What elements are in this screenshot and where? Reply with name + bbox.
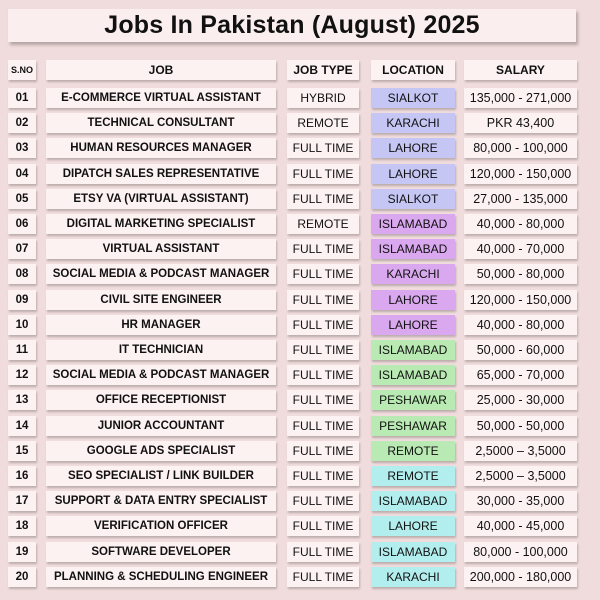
row-job-title: JUNIOR ACCOUNTANT [46,416,276,436]
row-job-type: FULL TIME [287,264,359,284]
row-location: KARACHI [371,264,455,284]
row-sno: 13 [8,390,36,410]
row-sno: 20 [8,567,36,587]
row-sno: 19 [8,542,36,562]
header-sno: S.NO [8,60,36,80]
row-location: ISLAMABAD [371,214,455,234]
row-salary: 135,000 - 271,000 [464,88,577,108]
row-job-title: DIGITAL MARKETING SPECIALIST [46,214,276,234]
row-location: PESHAWAR [371,416,455,436]
title-banner [8,9,576,42]
row-location: LAHORE [371,138,455,158]
row-job-type: REMOTE [287,113,359,133]
row-sno: 10 [8,315,36,335]
row-sno: 01 [8,88,36,108]
row-sno: 04 [8,164,36,184]
row-salary: 40,000 - 70,000 [464,239,577,259]
row-job-type: HYBRID [287,88,359,108]
header-job-type: JOB TYPE [287,60,359,80]
row-location: SIALKOT [371,88,455,108]
row-salary: 40,000 - 80,000 [464,315,577,335]
row-salary: 25,000 - 30,000 [464,390,577,410]
row-job-type: FULL TIME [287,390,359,410]
row-location: KARACHI [371,567,455,587]
row-salary: 40,000 - 80,000 [464,214,577,234]
row-salary: 65,000 - 70,000 [464,365,577,385]
row-job-type: FULL TIME [287,365,359,385]
row-job-type: FULL TIME [287,138,359,158]
row-job-type: FULL TIME [287,466,359,486]
row-location: LAHORE [371,290,455,310]
header-location: LOCATION [371,60,455,80]
row-location: ISLAMABAD [371,542,455,562]
row-job-title: OFFICE RECEPTIONIST [46,390,276,410]
row-salary: 120,000 - 150,000 [464,164,577,184]
row-job-title: VIRTUAL ASSISTANT [46,239,276,259]
row-job-title: IT TECHNICIAN [46,340,276,360]
row-location: LAHORE [371,164,455,184]
row-salary: 50,000 - 60,000 [464,340,577,360]
row-job-title: TECHNICAL CONSULTANT [46,113,276,133]
row-job-title: GOOGLE ADS SPECIALIST [46,441,276,461]
row-salary: 27,000 - 135,000 [464,189,577,209]
row-salary: 200,000 - 180,000 [464,567,577,587]
row-location: REMOTE [371,441,455,461]
header-salary: SALARY [464,60,577,80]
row-sno: 11 [8,340,36,360]
row-salary: 2,5000 – 3,5000 [464,441,577,461]
row-sno: 05 [8,189,36,209]
row-job-title: SOFTWARE DEVELOPER [46,542,276,562]
row-location: KARACHI [371,113,455,133]
row-salary: 40,000 - 45,000 [464,516,577,536]
row-salary: PKR 43,400 [464,113,577,133]
row-salary: 50,000 - 80,000 [464,264,577,284]
row-salary: 2,5000 – 3,5000 [464,466,577,486]
row-job-title: PLANNING & SCHEDULING ENGINEER [46,567,276,587]
row-sno: 07 [8,239,36,259]
row-job-type: FULL TIME [287,567,359,587]
row-salary: 50,000 - 50,000 [464,416,577,436]
row-location: ISLAMABAD [371,239,455,259]
row-salary: 120,000 - 150,000 [464,290,577,310]
row-location: LAHORE [371,516,455,536]
row-job-title: ETSY VA (VIRTUAL ASSISTANT) [46,189,276,209]
row-location: ISLAMABAD [371,491,455,511]
row-sno: 12 [8,365,36,385]
row-sno: 15 [8,441,36,461]
header-job: JOB [46,60,276,80]
row-sno: 18 [8,516,36,536]
row-job-type: FULL TIME [287,516,359,536]
row-sno: 08 [8,264,36,284]
row-location: SIALKOT [371,189,455,209]
row-salary: 80,000 - 100,000 [464,138,577,158]
row-job-title: HR MANAGER [46,315,276,335]
row-job-title: E-COMMERCE VIRTUAL ASSISTANT [46,88,276,108]
row-job-type: FULL TIME [287,416,359,436]
row-job-type: FULL TIME [287,340,359,360]
row-location: REMOTE [371,466,455,486]
row-sno: 03 [8,138,36,158]
row-sno: 06 [8,214,36,234]
row-job-type: FULL TIME [287,315,359,335]
row-job-type: FULL TIME [287,239,359,259]
row-sno: 17 [8,491,36,511]
row-job-title: SUPPORT & DATA ENTRY SPECIALIST [46,491,276,511]
row-location: PESHAWAR [371,390,455,410]
row-location: ISLAMABAD [371,340,455,360]
row-job-type: FULL TIME [287,164,359,184]
row-job-type: FULL TIME [287,441,359,461]
row-job-type: REMOTE [287,214,359,234]
row-sno: 09 [8,290,36,310]
row-salary: 80,000 - 100,000 [464,542,577,562]
row-job-title: DIPATCH SALES REPRESENTATIVE [46,164,276,184]
row-job-type: FULL TIME [287,491,359,511]
row-job-title: HUMAN RESOURCES MANAGER [46,138,276,158]
row-location: LAHORE [371,315,455,335]
row-sno: 02 [8,113,36,133]
row-job-title: SEO SPECIALIST / LINK BUILDER [46,466,276,486]
row-job-title: VERIFICATION OFFICER [46,516,276,536]
row-location: ISLAMABAD [371,365,455,385]
row-sno: 16 [8,466,36,486]
row-sno: 14 [8,416,36,436]
page-title: Jobs In Pakistan (August) 2025 [104,11,480,39]
row-job-title: CIVIL SITE ENGINEER [46,290,276,310]
row-job-title: SOCIAL MEDIA & PODCAST MANAGER [46,264,276,284]
row-job-type: FULL TIME [287,290,359,310]
row-job-type: FULL TIME [287,189,359,209]
row-job-type: FULL TIME [287,542,359,562]
row-salary: 30,000 - 35,000 [464,491,577,511]
row-job-title: SOCIAL MEDIA & PODCAST MANAGER [46,365,276,385]
